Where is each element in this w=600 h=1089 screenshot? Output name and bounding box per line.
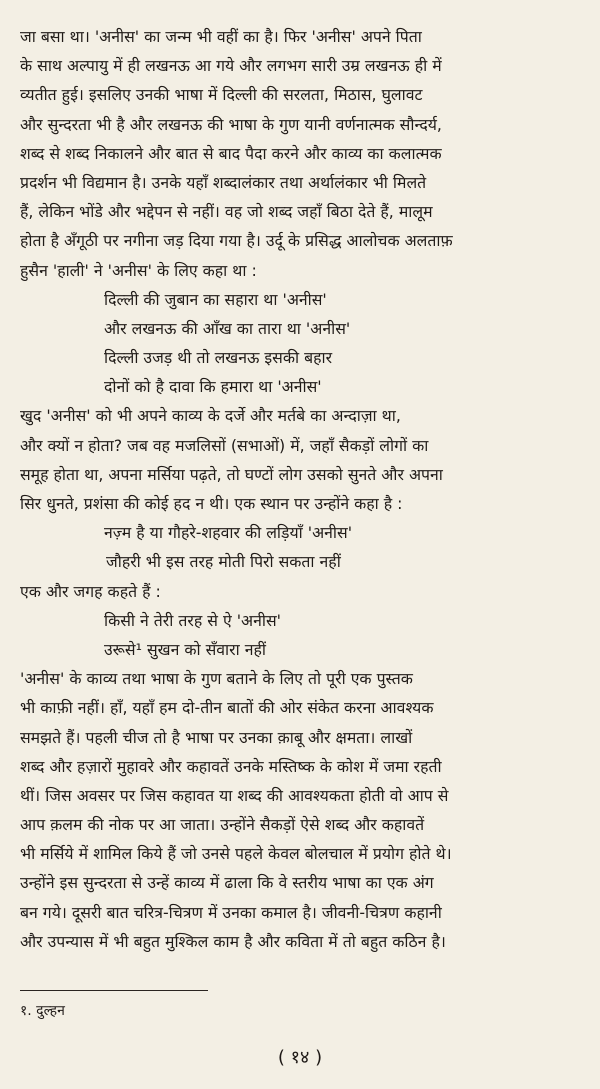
- text-line: खुद 'अनीस' को भी अपने काव्य के दर्जे और मर्तबे का अन्दाज़ा था,: [20, 406, 401, 426]
- text-line: हैं, लेकिन भोंडे और भद्देपन से नहीं। वह जो शब्द जहाँ बिठा देते हैं, मालूम: [20, 202, 433, 222]
- text-line: 'अनीस' के काव्य तथा भाषा के गुण बताने के लिए तो पूरी एक पुस्तक: [20, 669, 413, 689]
- verse-line: उरूसे¹ सुखन को सँवारा नहीं: [104, 639, 266, 659]
- text-line: समझते हैं। पहली चीज तो है भाषा पर उनका क़ाबू और क्षमता। लाखों: [20, 727, 413, 747]
- text-line: भी मर्सिये में शामिल किये हैं जो उनसे पहले केवल बोलचाल में प्रयोग होते थे।: [20, 844, 452, 864]
- text-line: भी काफ़ी नहीं। हाँ, यहाँ हम दो-तीन बातों की ओर संकेत करना आवश्यक: [20, 698, 434, 718]
- text-line: जा बसा था। 'अनीस' का जन्म भी वहीं का है। फिर 'अनीस' अपने पिता: [20, 27, 422, 46]
- text-line: प्रदर्शन भी विद्यमान है। उनके यहाँ शब्दालंकार तथा अर्थालंकार भी मिलते: [20, 172, 427, 192]
- text-line: के साथ अल्पायु में ही लखनऊ आ गये और लगभग सारी उम्र लखनऊ ही में: [20, 56, 442, 76]
- verse-line: दोनों को है दावा कि हमारा था 'अनीस': [104, 377, 322, 397]
- text-line: थीं। जिस अवसर पर जिस कहावत या शब्द की आवश्यकता होती वो आप से: [20, 785, 449, 805]
- text-line: आप क़लम की नोक पर आ जाता। उन्होंने सैकड़ों ऐसे शब्द और कहावतें: [20, 815, 425, 835]
- text-line: एक और जगह कहते हैं :: [20, 581, 161, 601]
- footnote-divider: [20, 990, 208, 991]
- text-line: उन्होंने इस सुन्दरता से उन्हें काव्य में ढाला कि वे स्तरीय भाषा का एक अंग: [20, 873, 434, 893]
- text-line: बन गये। दूसरी बात चरित्र-चित्रण में उनका कमाल है। जीवनी-चित्रण कहानी: [20, 902, 442, 922]
- verse-line: किसी ने तेरी तरह से ऐ 'अनीस': [104, 610, 282, 630]
- verse-line: दिल्ली की जुबान का सहारा था 'अनीस': [104, 289, 327, 309]
- text-line: और उपन्यास में भी बहुत मुश्किल काम है और कविता में तो बहुत कठिन है।: [20, 931, 446, 951]
- text-line: और क्यों न होता? जब वह मजलिसों (सभाओं) में, जहाँ सैकड़ों लोगों का: [20, 435, 429, 455]
- text-line: हुसैन 'हाली' ने 'अनीस' के लिए कहा था :: [20, 260, 257, 280]
- text-line: समूह होता था, अपना मर्सिया पढ़ते, तो घण्टों लोग उसको सुनते और अपना: [20, 464, 443, 484]
- verse-line: नज़्म है या गौहरे-शहवार की लड़ियाँ 'अनीस': [104, 523, 353, 543]
- text-line: शब्द से शब्द निकालने और बात से बाद पैदा करने और काव्य का कलात्मक: [20, 143, 442, 163]
- text-line: होता है अँगूठी पर नगीना जड़ दिया गया है। उर्दू के प्रसिद्ध आलोचक अलताफ़: [20, 231, 453, 251]
- verse-line: जौहरी भी इस तरह मोती पिरो सकता नहीं: [106, 552, 341, 572]
- text-line: शब्द और हज़ारों मुहावरे और कहावतें उनके मस्तिष्क के कोश में जमा रहती: [20, 756, 442, 776]
- body-text: [20, 22, 590, 956]
- footnote: १. दुल्हन: [20, 1003, 65, 1019]
- text-line: सिर धुनते, प्रशंसा की कोई हद न थी। एक स्थान पर उन्होंने कहा है :: [20, 494, 403, 513]
- verse-line: और लखनऊ की आँख का तारा था 'अनीस': [104, 318, 351, 338]
- text-line: व्यतीत हुई। इसलिए उनकी भाषा में दिल्ली की सरलता, मिठास, घुलावट: [20, 85, 423, 105]
- text-line: और सुन्दरता भी है और लखनऊ की भाषा के गुण यानी वर्णनात्मक सौन्दर्य,: [20, 114, 442, 134]
- verse-line: दिल्ली उजड़ थी तो लखनऊ इसकी बहार: [104, 348, 333, 368]
- page-number: ( १४ ): [277, 1047, 323, 1068]
